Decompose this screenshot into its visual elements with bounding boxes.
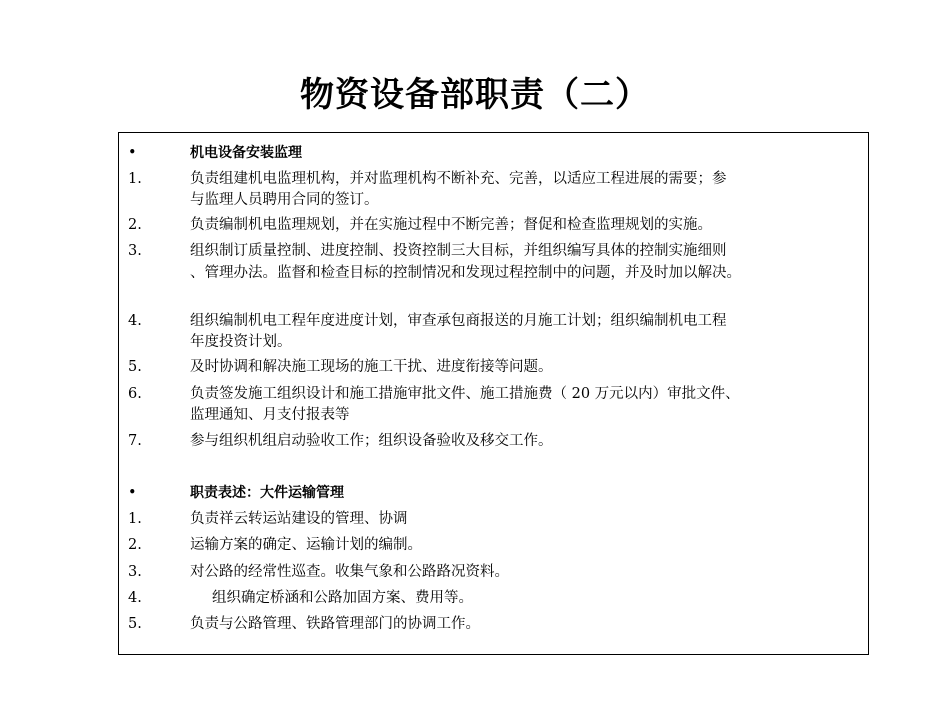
section-heading-text: 职责表述：大件运输管理: [190, 485, 344, 501]
bullet-marker: •: [128, 145, 137, 161]
section-heading-text: 机电设备安装监理: [190, 145, 302, 161]
item-text: 组织确定桥涵和公路加固方案、费用等。: [212, 590, 473, 606]
item-text: 负责组建机电监理机构，并对监理机构不断补充、完善，以适应工程进展的需要；参: [190, 171, 727, 187]
bullet-marker: •: [128, 485, 137, 501]
item-text: 负责签发施工组织设计和施工措施审批文件、施工措施费（ 20 万元以内）审批文件、: [190, 386, 740, 402]
item-text: 运输方案的确定、运输计划的编制。: [190, 537, 422, 553]
item-number: 4.: [128, 313, 142, 329]
item-number: 1.: [128, 171, 142, 187]
item-text: 、管理办法。监督和检查目标的控制情况和发现过程控制中的问题，并及时加以解决。: [190, 265, 741, 281]
item-text: 组织制订质量控制、进度控制、投资控制三大目标，并组织编写具体的控制实施细则: [190, 243, 727, 259]
item-text: 组织编制机电工程年度进度计划，审查承包商报送的月施工计划；组织编制机电工程: [190, 313, 727, 329]
item-number: 5.: [128, 616, 142, 632]
item-number: 2.: [128, 217, 142, 233]
page-title: 物资设备部职责（二）: [300, 75, 650, 115]
item-text: 及时协调和解决施工现场的施工干扰、进度衔接等问题。: [190, 359, 553, 375]
item-text: 负责编制机电监理规划，并在实施过程中不断完善；督促和检查监理规划的实施。: [190, 217, 712, 233]
item-number: 6.: [128, 386, 142, 402]
duties-text-box: [118, 132, 869, 655]
item-text: 对公路的经常性巡查。收集气象和公路路况资料。: [190, 564, 509, 580]
item-text: 负责祥云转运站建设的管理、协调: [190, 511, 408, 527]
item-text: 年度投资计划。: [190, 334, 292, 350]
item-text: 监理通知、月支付报表等: [190, 407, 350, 423]
item-number: 3.: [128, 243, 142, 259]
item-text: 与监理人员聘用合同的签订。: [190, 192, 379, 208]
item-number: 3.: [128, 564, 142, 580]
item-text: 负责与公路管理、铁路管理部门的协调工作。: [190, 616, 480, 632]
item-number: 4.: [128, 590, 142, 606]
item-number: 2.: [128, 537, 142, 553]
item-text: 参与组织机组启动验收工作；组织设备验收及移交工作。: [190, 433, 553, 449]
item-number: 7.: [128, 433, 142, 449]
item-number: 1.: [128, 511, 142, 527]
item-number: 5.: [128, 359, 142, 375]
